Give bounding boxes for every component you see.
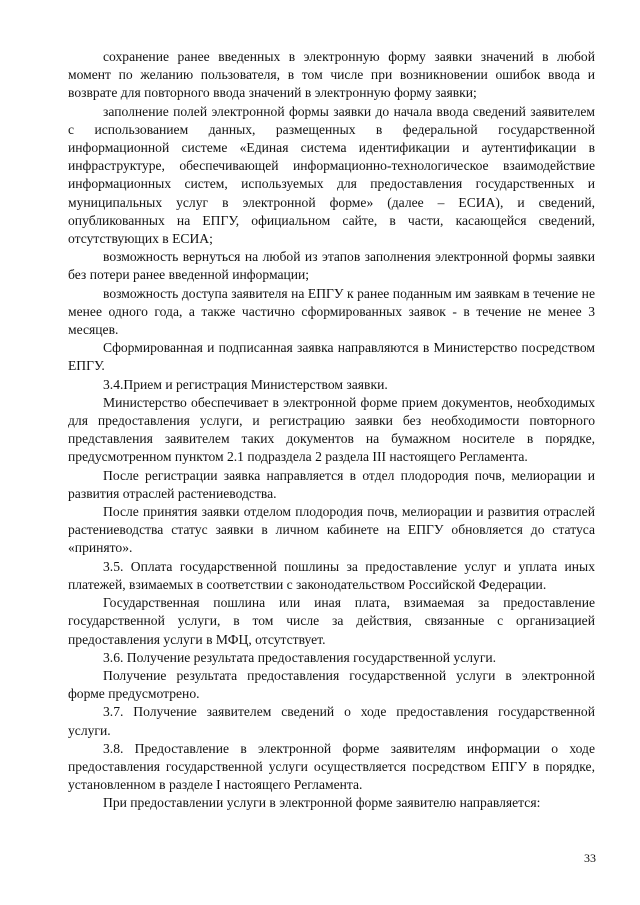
paragraph-save-values: сохранение ранее введенных в электронную форму заявки значений в любой момент по желанию пользователя, в том числе при возникновении ошибок ввода и возврате для повторного ввода значений в электронную форму заявки; [68, 49, 595, 101]
page-number: 33 [584, 851, 596, 865]
paragraph-access-history: возможность доступа заявителя на ЕПГУ к ранее поданным им заявкам в течение не менее одного года, а также частично сформированных заявок - в течение не менее 3 месяцев. [68, 285, 595, 338]
section-heading-3-7: 3.7. Получение заявителем сведений о ходе предоставления государственной услуги. [68, 704, 595, 738]
section-heading-3-6: 3.6. Получение результата предоставления государственной услуги. [103, 649, 497, 665]
paragraph-prefill-esia: заполнение полей электронной формы заявки до начала ввода сведений заявителем с использованием данных, размещенных в федеральной государственной информационной системе «Единая система идентификации и аутентификации в инфраструктуре, обеспечивающей информационно-технологическое взаимодействие информационных систем, используемых для предоставления государственных и муниципальных услуг в электронной форме» (далее – ЕСИА), и сведений, опубликованных на ЕПГУ, официальном сайте, в части, касающейся сведений, отсутствующих в ЕСИА; [68, 103, 595, 247]
section-heading-3-8: 3.8. Предоставление в электронной форме заявителям информации о ходе предоставления государственной услуги осуществляется посредством ЕПГУ в порядке, установленном в разделе I настоящего Регламента. [68, 740, 595, 793]
section-heading-3-4: 3.4.Прием и регистрация Министерством заявки. [103, 376, 388, 392]
paragraph-notifications: При предоставлении услуги в электронной форме заявителю направляется: [103, 795, 541, 811]
section-heading-3-5: 3.5. Оплата государственной пошлины за предоставление услуг и уплата иных платежей, взимаемых в соответствии с законодательством Российской Федерации. [68, 558, 595, 592]
paragraph-result-electronic: Получение результата предоставления государственной услуги в электронной форме предусмотрено. [68, 667, 595, 702]
paragraph-state-fee: Государственная пошлина или иная плата, взимаемая за предоставление государственной услуги, в том числе за действия, связанные с организацией предоставления услуги в МФЦ, отсутствует. [68, 595, 595, 647]
paragraph-status-update: После принятия заявки отделом плодородия почв, мелиорации и развития отраслей растениеводства статус заявки в личном кабинете на ЕПГУ обновляется до статуса «принято». [68, 504, 595, 556]
paragraph-submission: Сформированная и подписанная заявка направляются в Министерство посредством ЕПГУ. [68, 340, 595, 374]
paragraph-after-registration: После регистрации заявка направляется в отдел плодородия почв, мелиорации и развития отраслей растениеводства. [68, 467, 595, 501]
paragraph-return-to-step: возможность вернуться на любой из этапов заполнения электронной формы заявки без потери ранее введенной информации; [68, 249, 595, 283]
document-body [68, 48, 595, 813]
paragraph-ministry-intake: Министерство обеспечивает в электронной форме прием документов, необходимых для предоставления услуги, и регистрацию заявки без необходимости повторного представления заявителем таких документов на бумажном носителе в порядке, предусмотренном пунктом 2.1 подраздела 2 раздела III настоящего Регламента. [68, 394, 595, 465]
